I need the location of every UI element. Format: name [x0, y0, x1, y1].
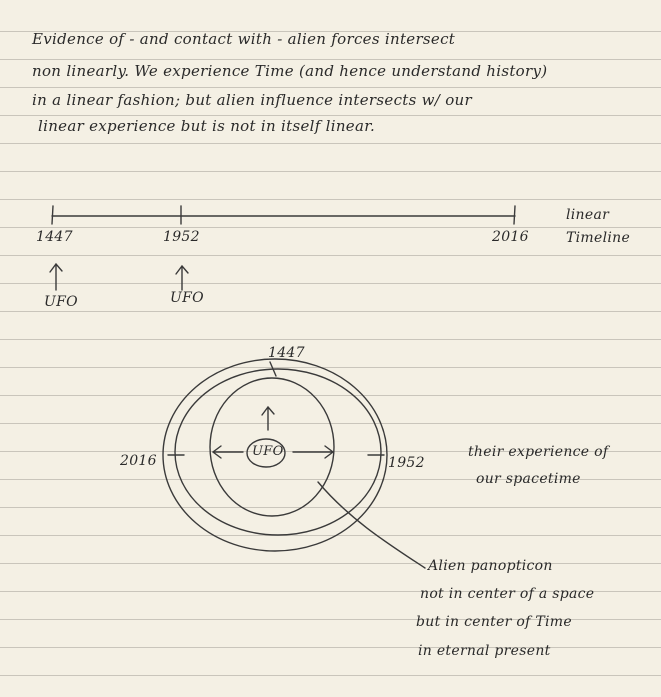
circle-center-ufo-label: UFO — [252, 444, 284, 459]
timeline-tick-end — [514, 206, 515, 224]
timeline-year-mid: 1952 — [163, 229, 200, 245]
note-line-3: in a linear fashion; but alien influence intersects w/ our — [32, 91, 472, 109]
annotation-leader-line — [318, 482, 425, 568]
annotation-line-4: in eternal present — [418, 643, 551, 659]
circle-year-right: 1952 — [388, 455, 425, 471]
annotation-line-2: not in center of a space — [420, 586, 595, 602]
arrow-up-icon — [50, 264, 62, 290]
arrow-up-icon — [262, 407, 274, 430]
timeline-year-end: 2016 — [492, 229, 529, 245]
circle-caption-line2: our spacetime — [476, 471, 581, 487]
timeline-ufo-label-2: UFO — [170, 290, 204, 306]
timeline-year-start: 1447 — [36, 229, 73, 245]
circle-caption-line1: their experience of — [468, 444, 609, 460]
arrow-up-icon — [176, 266, 188, 290]
note-line-4: linear experience but is not in itself linear. — [38, 117, 376, 135]
timeline-label-line2: Timeline — [566, 230, 631, 246]
timeline-tick-start — [52, 206, 53, 224]
annotation-line-3: but in center of Time — [416, 614, 572, 630]
timeline-ufo-label-1: UFO — [44, 294, 78, 310]
timeline-label-line1: linear — [566, 207, 610, 223]
circle-year-top: 1447 — [268, 345, 305, 361]
circle-year-left: 2016 — [120, 453, 157, 469]
annotation-line-1: Alien panopticon — [428, 558, 553, 574]
arrow-right-icon — [293, 446, 333, 458]
note-line-2: non linearly. We experience Time (and hence understand history) — [32, 62, 548, 80]
note-line-1: Evidence of - and contact with - alien forces intersect — [32, 30, 456, 48]
arrow-left-icon — [213, 446, 243, 458]
